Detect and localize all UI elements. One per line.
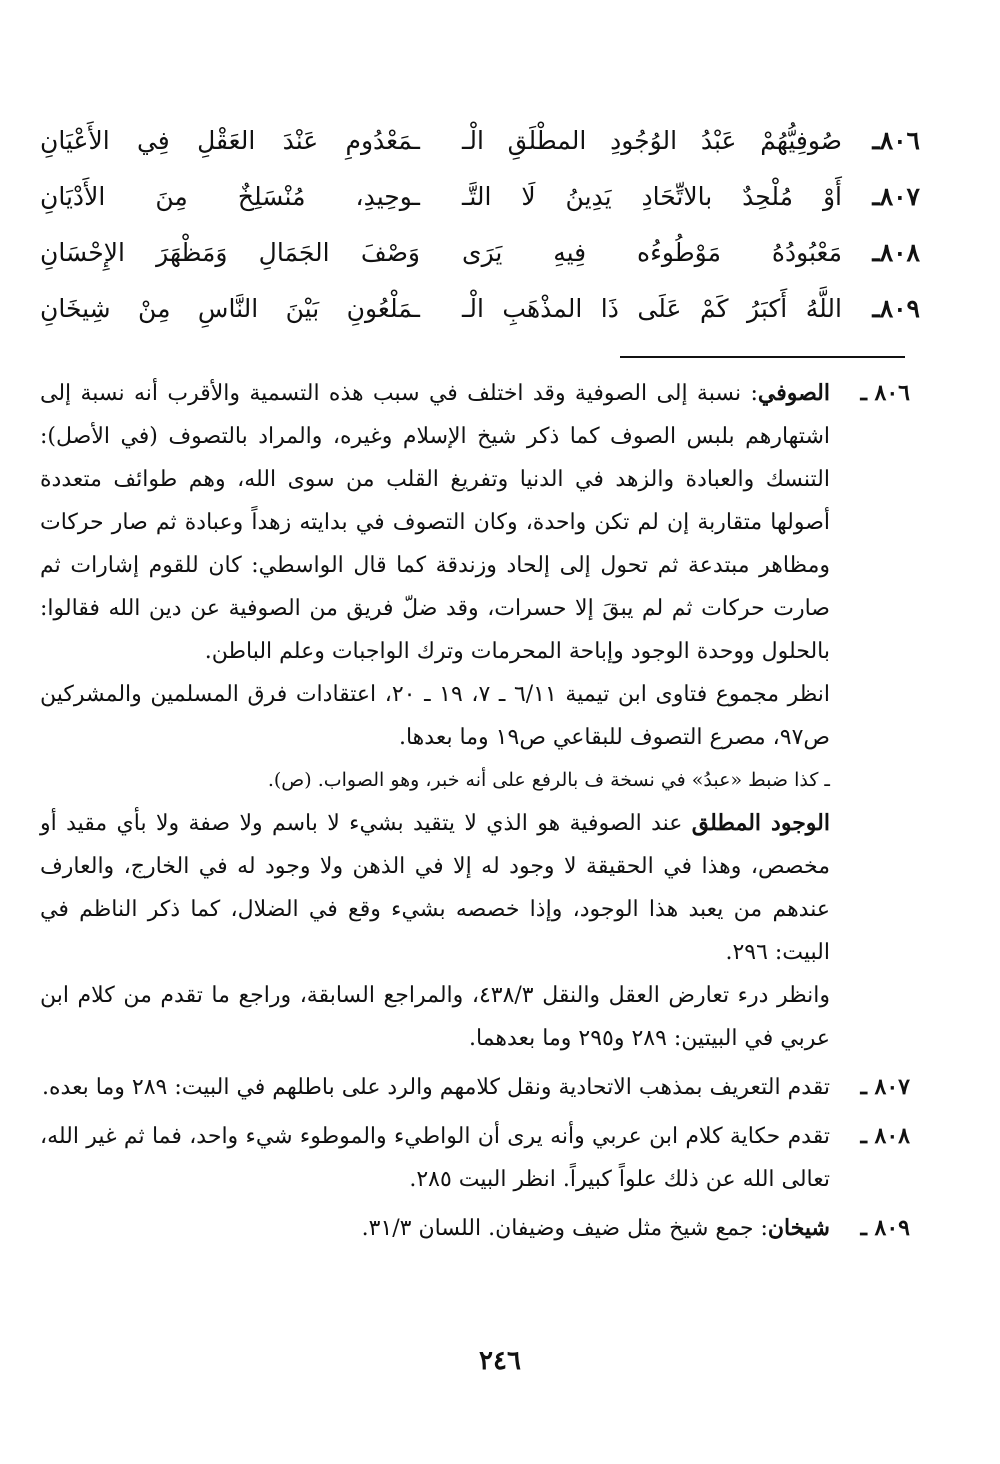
- footnote: [40, 1115, 910, 1201]
- footnote-paragraph: [40, 1207, 830, 1250]
- verse-second-hemistich: ـمَلْعُونِ بَيْنَ النَّاسِ مِنْ شِيخَانِ: [40, 293, 420, 323]
- verse-first-hemistich: اللَّهُ أَكبَرُ كَمْ عَلَى ذَا المذْهَبِ الْـ: [462, 293, 842, 323]
- footnote-term: الصوفي: [757, 380, 830, 406]
- footnote-body: [40, 1066, 830, 1109]
- footnote-term: الوجود المطلق: [691, 810, 830, 836]
- footnote: [40, 1207, 910, 1250]
- footnote-text: وانظر درء تعارض العقل والنقل ٤٣٨/٣، والمراجع السابقة، وراجع ما تقدم من كلام ابن عربي في البيتين: ٢٨٩ و٢٩٥ وما بعدهما.: [40, 983, 830, 1051]
- page-number: ٢٤٦: [479, 1346, 521, 1376]
- footnote-number: ٨٠٨ ـ: [860, 1123, 910, 1149]
- footnote-text: : جمع شيخ مثل ضيف وضيفان. اللسان ٣١/٣.: [361, 1216, 768, 1241]
- footnote-text: انظر مجموع فتاوى ابن تيمية ٦/١١ ـ ٧، ١٩ ـ ٢٠، اعتقادات فرق المسلمين والمشركين ص٩٧، مصرع التصوف للبقاعي ص١٩ وما بعدها.: [40, 682, 831, 750]
- footnote-body: [40, 1115, 830, 1201]
- footnote-number: ٨٠٩ ـ: [860, 1215, 910, 1241]
- footnote-text: عند الصوفية هو الذي لا يتقيد بشيء لا باسم ولا صفة ولا بأي مقيد أو مخصص، وهذا في الحقيقة لا وجود له إلا في الذهن ولا وجود له في الخارج، والعارف عندهم من يعبد هذا الوجود، وإذا خصصه بشيء وقع في الضلال، كما ذكر الناظم في البيت: ٢٩٦.: [40, 811, 830, 965]
- verse-first-hemistich: أَوْ مُلْحِدٌ بالاتِّحَادِ يَدِينُ لَا التَّـ: [462, 181, 842, 211]
- verse-second-hemistich: وَصْفَ الجَمَالِ وَمَظْهَرَ الإِحْسَانِ: [40, 237, 420, 267]
- verse-number: ٨٠٧ـ: [872, 181, 920, 211]
- footnote-body: [40, 372, 830, 1060]
- footnote: [40, 372, 910, 1060]
- verse-first-hemistich: مَعْبُودُهُ مَوْطُوءُه فِيهِ يَرَى: [462, 237, 842, 267]
- verse-row: [40, 112, 920, 168]
- verse-second-hemistich: ـمَعْدُومِ عَنْدَ العَقْلِ فِي الأَعْيَانِ: [40, 125, 420, 155]
- verse-row: [40, 168, 920, 224]
- footnote-paragraph: [40, 673, 830, 759]
- verse-number: ٨٠٩ـ: [872, 293, 920, 323]
- verse-second-hemistich: ـوحِيدِ، مُنْسَلِخٌ مِنَ الأَدْيَانِ: [40, 181, 420, 211]
- verse-row: [40, 224, 920, 280]
- footnotes: [40, 372, 910, 1256]
- footnote-number: ٨٠٦ ـ: [860, 380, 910, 406]
- footnote-paragraph: [40, 802, 830, 974]
- footnote-paragraph: [40, 974, 830, 1060]
- footnote-text: : نسبة إلى الصوفية وقد اختلف في سبب هذه التسمية والأقرب أنه نسبة إلى اشتهارهم بلبس الصوف كما ذكر شيخ الإسلام وغيره، والمراد بالتصوف (في الأصل): التنسك والعبادة والزهد في الدنيا وتفريغ القلب من سوى الله، وهم طوائف متعددة أصولها متقاربة إن لم تكن واحدة، وكان التصوف في بدايته زهداً وعبادة ثم صار حركات ومظاهر مبتدعة ثم تحول إلى إلحاد وزندقة كما قال الواسطي: كان للقوم إشارات ثم صارت حركات ثم لم يبقَ إلا حسرات، وقد ضلّ فريق من الصوفية عن دين الله فقالوا: بالحلول ووحدة الوجود وإباحة المحرمات وترك الواجبات وعلم الباطن.: [40, 381, 830, 664]
- footnote-term: شيخان: [767, 1215, 830, 1241]
- footnote-text: تقدم التعريف بمذهب الاتحادية ونقل كلامهم والرد على باطلهم في البيت: ٢٨٩ وما بعده.: [42, 1075, 830, 1100]
- footnote-paragraph: [40, 1115, 830, 1201]
- verse-number: ٨٠٦ـ: [872, 125, 920, 155]
- footnote-paragraph: [40, 759, 830, 802]
- verse-number: ٨٠٨ـ: [872, 237, 920, 267]
- verse-first-hemistich: صُوفِيُّهُمْ عَبْدُ الوُجُودِ المطْلَقِ الْـ: [462, 125, 842, 155]
- footnote-number: ٨٠٧ ـ: [860, 1074, 910, 1100]
- footnote-body: [40, 1207, 830, 1250]
- footnote-paragraph: [40, 1066, 830, 1109]
- verse-row: [40, 280, 920, 336]
- footnote-text: تقدم حكاية كلام ابن عربي وأنه يرى أن الواطيء والموطوء شيء واحد، فما ثم غير الله، تعالى الله عن ذلك علواً كبيراً. انظر البيت ٢٨٥.: [40, 1124, 830, 1192]
- footnote: [40, 1066, 910, 1109]
- footnote-text: ـ كذا ضبط «عبدُ» في نسخة ف بالرفع على أنه خبر، وهو الصواب. (ص).: [267, 769, 830, 791]
- footnote-paragraph: [40, 372, 830, 673]
- footnote-separator: [620, 356, 905, 358]
- verses-block: [40, 112, 920, 336]
